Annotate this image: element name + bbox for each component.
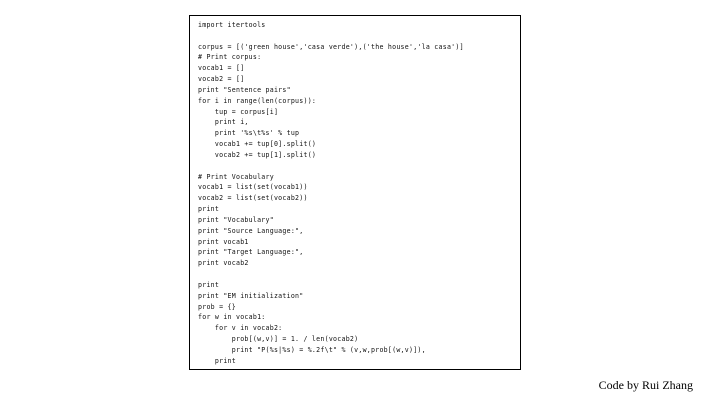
code-line: print <box>198 205 220 214</box>
code-line: print "Vocabulary" <box>198 215 274 224</box>
code-line: tup = corpus[i] <box>198 107 279 116</box>
code-line: vocab1 = list(set(vocab1)) <box>198 183 308 192</box>
code-line: print "Source Language:", <box>198 226 304 235</box>
code-line: # Print Vocabulary <box>198 172 274 181</box>
code-line: print "EM initialization" <box>198 291 304 300</box>
code-line: print "Sentence pairs" <box>198 85 291 94</box>
code-line: prob = {} <box>198 302 236 311</box>
code-line: print vocab2 <box>198 259 249 268</box>
code-line: vocab1 = [] <box>198 64 245 73</box>
code-line: print '%s\t%s' % tup <box>198 129 300 138</box>
code-credit: Code by Rui Zhang <box>598 378 693 392</box>
code-line: print "P(%s|%s) = %.2f\t" % (v,w,prob[(w,v)]), <box>198 345 426 354</box>
code-line: vocab2 = [] <box>198 75 245 84</box>
code-line: import itertools <box>198 21 266 29</box>
code-line: for v in vocab2: <box>198 324 283 333</box>
code-line: vocab2 = list(set(vocab2)) <box>198 194 308 203</box>
code-line: corpus = [('green house','casa verde'),('the house','la casa')] <box>198 42 464 51</box>
code-line: print <box>198 280 220 289</box>
code-line: for i in range(len(corpus)): <box>198 96 317 105</box>
code-line: print "Target Language:", <box>198 248 304 257</box>
code-line: print vocab1 <box>198 237 249 246</box>
code-line: vocab2 += tup[1].split() <box>198 150 317 159</box>
code-line: vocab1 += tup[0].split() <box>198 140 317 149</box>
code-panel <box>189 15 521 370</box>
code-line: prob[(w,v)] = 1. / len(vocab2) <box>198 335 359 344</box>
code-line <box>198 161 464 172</box>
code-line <box>198 31 464 42</box>
code-block <box>198 20 464 367</box>
code-line: print i, <box>198 118 249 127</box>
code-line: # Print corpus: <box>198 53 262 62</box>
code-line: for w in vocab1: <box>198 313 266 322</box>
code-line: print <box>198 356 236 365</box>
code-line <box>198 269 464 280</box>
